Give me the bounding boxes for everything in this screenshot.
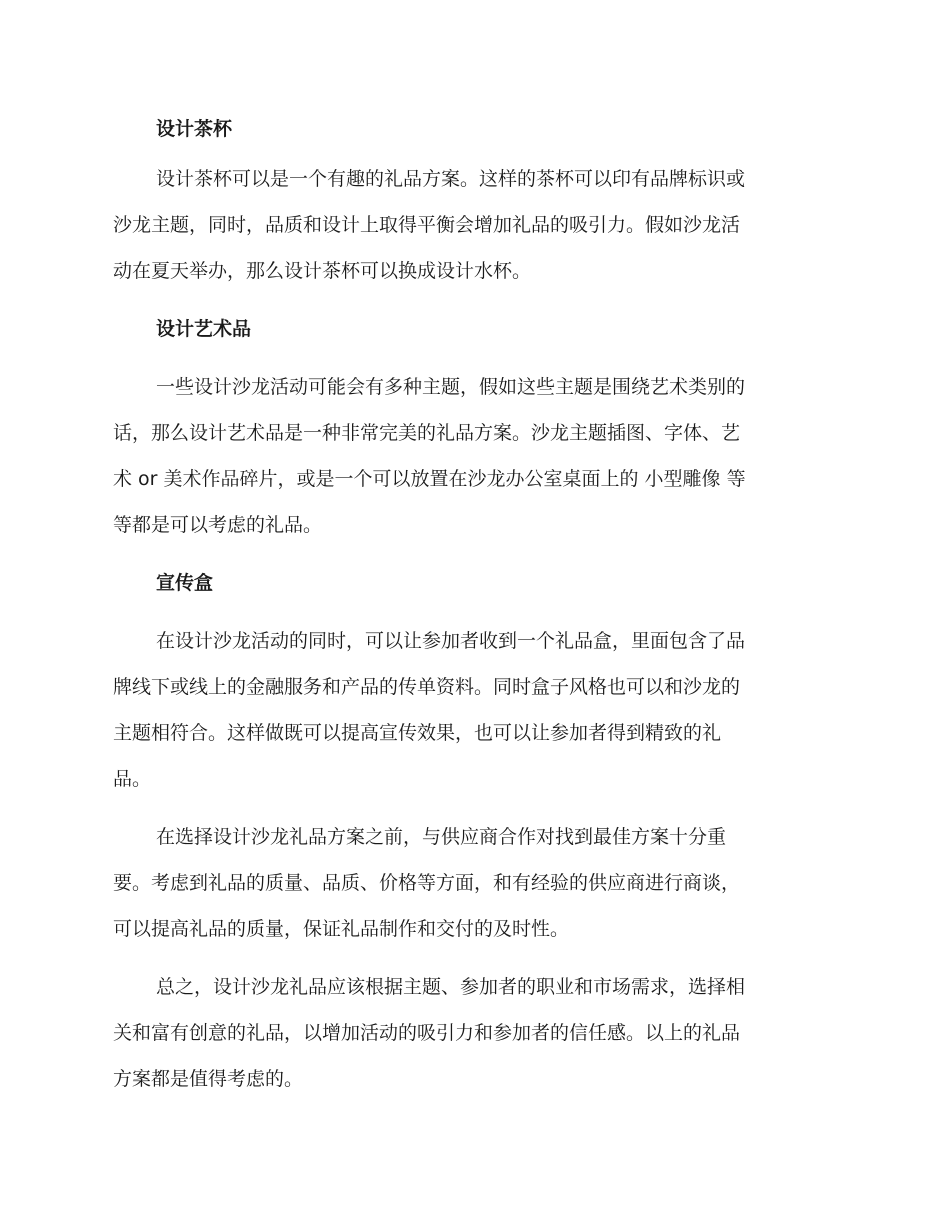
paragraph-line: 要。考虑到礼品的质量、品质、价格等方面，和有经验的供应商进行商谈， (113, 872, 741, 894)
paragraph (113, 814, 833, 952)
paragraph (113, 964, 833, 1102)
paragraph-line: 动在夏天举办，那么设计茶杯可以换成设计水杯。 (113, 260, 532, 282)
paragraph-line: 沙龙主题，同时，品质和设计上取得平衡会增加礼品的吸引力。假如沙龙活 (113, 214, 741, 236)
section-heading: 设计茶杯 (156, 118, 233, 140)
paragraph-line: 总之，设计沙龙礼品应该根据主题、参加者的职业和市场需求，选择相 (156, 976, 746, 998)
paragraph-line: 在设计沙龙活动的同时，可以让参加者收到一个礼品盒，里面包含了品 (156, 630, 746, 652)
section-heading: 宣传盒 (156, 572, 214, 594)
paragraph (113, 156, 833, 294)
section-heading: 设计艺术品 (156, 318, 252, 340)
paragraph-line: 主题相符合。这样做既可以提高宣传效果，也可以让参加者得到精致的礼 (113, 722, 722, 744)
paragraph-line: 设计茶杯可以是一个有趣的礼品方案。这样的茶杯可以印有品牌标识或 (156, 168, 746, 190)
paragraph (113, 618, 833, 802)
paragraph-line: 可以提高礼品的质量，保证礼品制作和交付的及时性。 (113, 918, 570, 940)
paragraph-line: 方案都是值得考虑的。 (113, 1068, 304, 1090)
paragraph-line: 术 or 美术作品碎片，或是一个可以放置在沙龙办公室桌面上的 小型雕像 等 (113, 468, 746, 490)
paragraph-line: 品。 (113, 768, 152, 790)
document-page (113, 106, 833, 1102)
paragraph-line: 一些设计沙龙活动可能会有多种主题，假如这些主题是围绕艺术类别的 (156, 376, 746, 398)
paragraph-line: 话，那么设计艺术品是一种非常完美的礼品方案。沙龙主题插图、字体、艺 (113, 422, 741, 444)
paragraph-line: 等都是可以考虑的礼品。 (113, 514, 323, 536)
paragraph-line: 关和富有创意的礼品，以增加活动的吸引力和参加者的信任感。以上的礼品 (113, 1022, 741, 1044)
paragraph (113, 364, 833, 548)
paragraph-line: 牌线下或线上的金融服务和产品的传单资料。同时盒子风格也可以和沙龙的 (113, 676, 741, 698)
paragraph-line: 在选择设计沙龙礼品方案之前，与供应商合作对找到最佳方案十分重 (156, 826, 727, 848)
